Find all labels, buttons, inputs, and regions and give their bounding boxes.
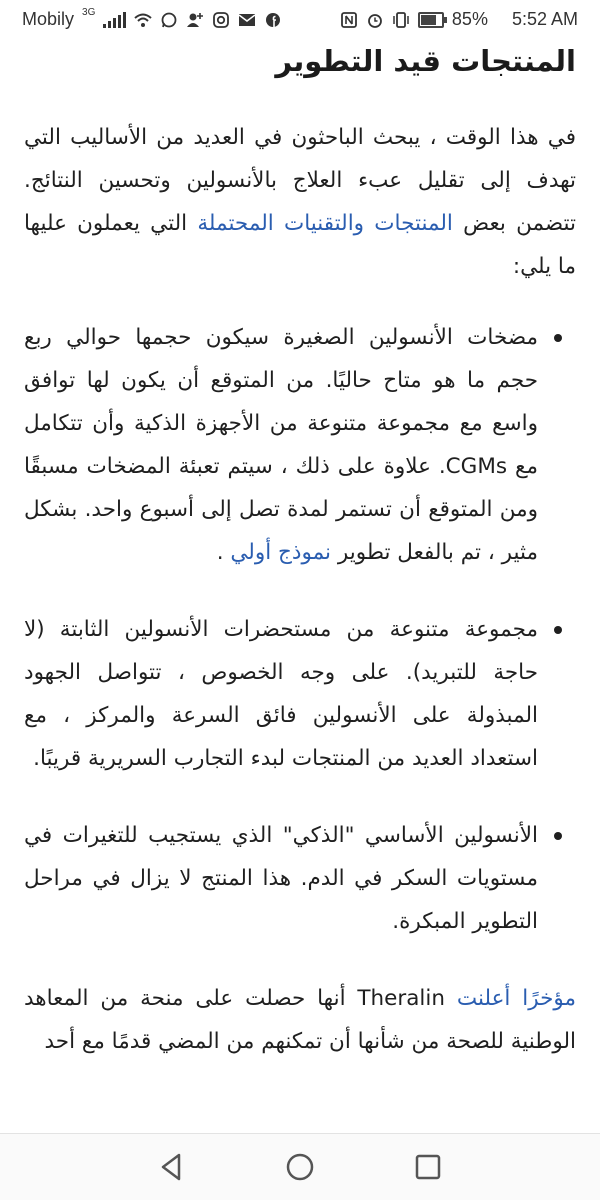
signal-icon (103, 12, 126, 28)
closing-text: Theralin أنها حصلت على منحة من المعاهد الوطنية للصحة من شأنها أن تمكنهم من المضي قدمًا مع أحد (24, 986, 576, 1054)
list-item-end: . (216, 540, 231, 565)
list-item-text: الأنسولين الأساسي "الذكي" الذي يستجيب للتغيرات في مستويات السكر في الدم. هذا المنتج لا يزال في مراحل التطوير المبكرة. (24, 823, 538, 934)
list-item (24, 814, 538, 943)
prototype-link[interactable]: نموذج أولي (230, 540, 332, 565)
list-item-text: مجموعة متنوعة من مستحضرات الأنسولين الثابتة (لا حاجة للتبريد). على وجه الخصوص ، تتواصل الجهود المبذولة على الأنسولين فائق السرعة والمركز ، مع استعداد العديد من المنتجات لبدء التجارب السريرية قريبًا. (24, 617, 538, 771)
network-type: 3G (82, 7, 96, 18)
wifi-icon (134, 12, 152, 28)
intro-text-end: التي يعملون عليها ما يلي: (24, 211, 576, 279)
intro-text-start: في هذا الوقت ، يبحث الباحثون في العديد من الأساليب التي تهدف إلى تقليل عبء العلاج بالأنسولين وتحسين النتائج. تتضمن بعض (24, 125, 576, 236)
recently-link[interactable]: مؤخرًا (522, 986, 576, 1011)
status-bar (0, 0, 600, 40)
mail-icon (238, 12, 256, 28)
battery-icon (418, 12, 444, 28)
back-icon[interactable] (157, 1152, 187, 1182)
navigation-bar (0, 1133, 600, 1200)
closing-paragraph (24, 977, 576, 1063)
home-icon[interactable] (285, 1152, 315, 1182)
status-left (22, 9, 282, 30)
facebook-icon (264, 12, 282, 28)
nfc-icon (340, 12, 358, 28)
whatsapp-icon (160, 12, 178, 28)
carrier-name: Mobily (22, 9, 75, 29)
announced-link[interactable]: أعلنت (456, 986, 511, 1011)
alarm-icon (366, 12, 384, 28)
products-technologies-link[interactable]: المنتجات والتقنيات المحتملة (197, 211, 453, 236)
list-item-text: مضخات الأنسولين الصغيرة سيكون حجمها حوالي ربع حجم ما هو متاح حاليًا. من المتوقع أن يكون لها توافق واسع مع مجموعة متنوعة من الأجهزة الذكية وأن تتكامل مع CGMs. علاوة على ذلك ، سيتم تعبئة المضخات مسبقًا ومن المتوقع أن تستمر لمدة تصل إلى أسبوع واحد. بشكل مثير ، تم بالفعل تطوير (24, 325, 538, 565)
battery-percentage: 85% (451, 9, 488, 29)
add-contact-icon (186, 12, 204, 28)
status-right (340, 9, 578, 30)
intro-paragraph (24, 116, 576, 288)
list-item (24, 316, 538, 574)
section-heading: المنتجات قيد التطوير (275, 44, 576, 78)
instagram-icon (212, 12, 230, 28)
vibrate-icon (392, 12, 410, 28)
article-content (24, 40, 576, 1134)
recents-icon[interactable] (413, 1152, 443, 1182)
products-list (24, 316, 576, 943)
clock: 5:52 AM (511, 9, 578, 29)
list-item (24, 608, 538, 780)
